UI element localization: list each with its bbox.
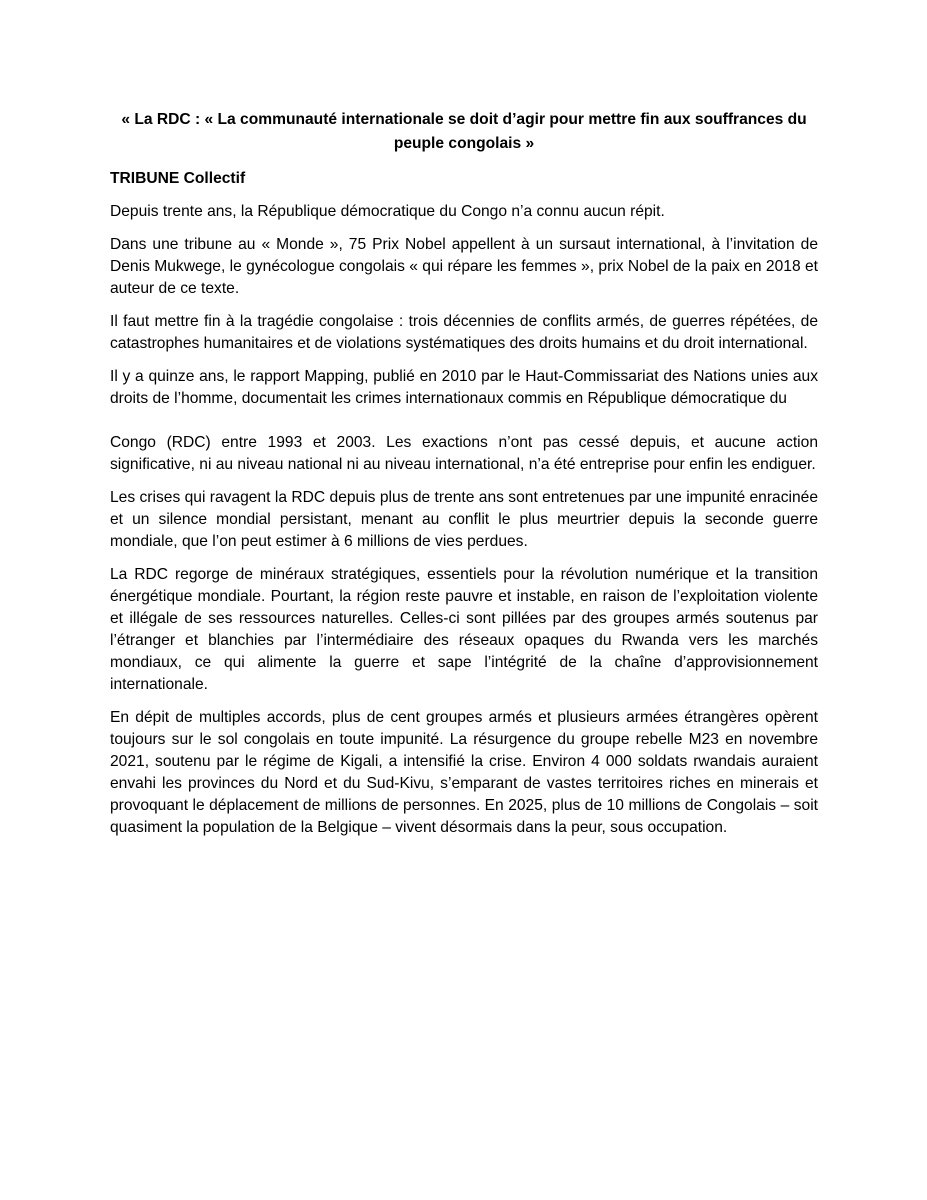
paragraph: Il y a quinze ans, le rapport Mapping, publié en 2010 par le Haut-Commissariat des Nations unies aux droits de l’homme, documentait les crimes internationaux commis en République démocratique du [110, 368, 818, 407]
paragraph: Dans une tribune au « Monde », 75 Prix Nobel appellent à un sursaut international, à l’invitation de Denis Mukwege, le gynécologue congolais « qui répare les femmes », prix Nobel de la paix en 2018 et auteur de ce texte. [110, 236, 818, 297]
paragraph: En dépit de multiples accords, plus de cent groupes armés et plusieurs armées étrangères opèrent toujours sur le sol congolais en toute impunité. La résurgence du groupe rebelle M23 en novembre 2021, soutenu par le régime de Kigali, a intensifié la crise. Environ 4 000 soldats rwandais auraient envahi les provinces du Nord et du Sud-Kivu, s’emparant de vastes territoires riches en minerais et provoquant le déplacement de millions de personnes. En 2025, plus de 10 millions de Congolais – soit quasiment la population de la Belgique – vivent désormais dans la peur, sous occupation. [110, 709, 818, 836]
paragraph: Il faut mettre fin à la tragédie congolaise : trois décennies de conflits armés, de guerres répétées, de catastrophes humanitaires et de violations systématiques des droits humains et du droit international. [110, 313, 818, 352]
paragraph: Depuis trente ans, la République démocratique du Congo n’a connu aucun répit. [110, 203, 665, 220]
paragraph: Congo (RDC) entre 1993 et 2003. Les exactions n’ont pas cessé depuis, et aucune action significative, ni au niveau national ni au niveau international, n’a été entreprise pour enfin les endiguer. [110, 434, 818, 473]
paragraph: Les crises qui ravagent la RDC depuis plus de trente ans sont entretenues par une impunité enracinée et un silence mondial persistant, menant au conflit le plus meurtrier depuis la seconde guerre mondiale, que l’on peut estimer à 6 millions de vies perdues. [110, 489, 818, 550]
document-subtitle: TRIBUNE Collectif [110, 170, 246, 187]
document-body [110, 108, 818, 850]
paragraph: La RDC regorge de minéraux stratégiques, essentiels pour la révolution numérique et la transition énergétique mondiale. Pourtant, la région reste pauvre et instable, en raison de l’exploitation violente et illégale de ses ressources naturelles. Celles-ci sont pillées par des groupes armés soutenus par l’étranger et blanchies par l’intermédiaire des réseaux opaques du Rwanda vers les marchés mondiaux, ce qui alimente la guerre et sape l’intégrité de la chaîne d’approvisionnement internationale. [110, 566, 818, 693]
document-title: « La RDC : « La communauté internationale se doit d’agir pour mettre fin aux souffrances du peuple congolais » [121, 111, 807, 152]
